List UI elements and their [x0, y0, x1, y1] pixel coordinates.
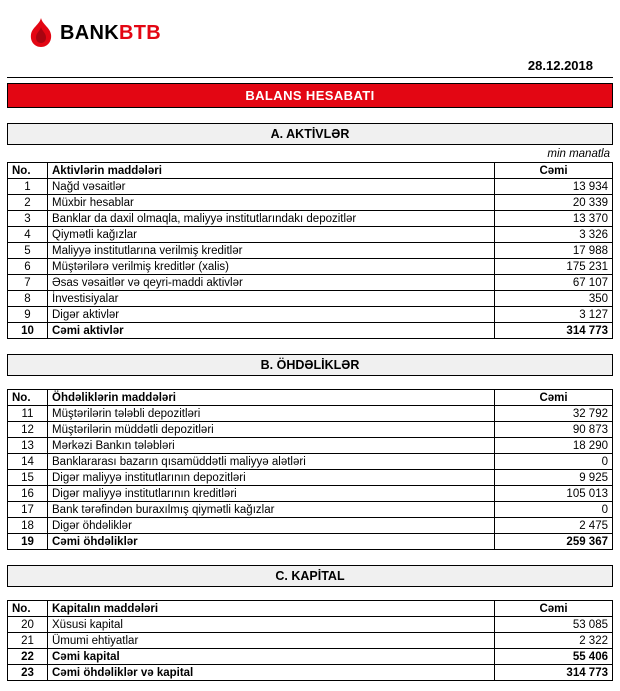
row-label: Banklararası bazarın qısamüddətli maliyyə alətləri: [48, 454, 495, 470]
row-no: 2: [8, 195, 48, 211]
table-row: [8, 617, 613, 633]
row-label: Banklar da daxil olmaqla, maliyyə institutlarındakı depozitlər: [48, 211, 495, 227]
row-no: 6: [8, 259, 48, 275]
table-row: [8, 438, 613, 454]
row-no: 1: [8, 179, 48, 195]
row-label: Maliyyə institutlarına verilmiş kreditlər: [48, 243, 495, 259]
logo-text-btb: BTB: [118, 22, 161, 44]
column-header-items: Öhdəliklərin maddələri: [48, 390, 495, 406]
row-value: 18 290: [495, 438, 613, 454]
row-value: 2 322: [495, 633, 613, 649]
row-value: 0: [495, 454, 613, 470]
row-label: İnvestisiyalar: [48, 291, 495, 307]
table-row: [8, 195, 613, 211]
row-no: 5: [8, 243, 48, 259]
row-value: 53 085: [495, 617, 613, 633]
row-label: Əsas vəsaitlər və qeyri-maddi aktivlər: [48, 275, 495, 291]
table-row: [8, 323, 613, 339]
table-row: [8, 307, 613, 323]
row-value: 3 326: [495, 227, 613, 243]
row-value: 67 107: [495, 275, 613, 291]
table-row: [8, 470, 613, 486]
unit-note: min manatla: [547, 148, 610, 160]
table-row: [8, 227, 613, 243]
row-value: 32 792: [495, 406, 613, 422]
column-header-no: No.: [8, 163, 48, 179]
row-no: 21: [8, 633, 48, 649]
row-label: Cəmi aktivlər: [48, 323, 495, 339]
row-label: Müxbir hesablar: [48, 195, 495, 211]
row-no: 10: [8, 323, 48, 339]
capital-table: [7, 600, 613, 681]
row-label: Müştərilərə verilmiş kreditlər (xalis): [48, 259, 495, 275]
logo-wordmark: [60, 23, 161, 43]
row-value: 20 339: [495, 195, 613, 211]
row-no: 11: [8, 406, 48, 422]
bank-logo: [29, 18, 161, 48]
column-header-total: Cəmi: [495, 601, 613, 617]
row-value: 13 934: [495, 179, 613, 195]
row-no: 3: [8, 211, 48, 227]
report-title: BALANS HESABATI: [245, 88, 375, 103]
row-value: 314 773: [495, 665, 613, 681]
table-row: [8, 534, 613, 550]
table-row: [8, 259, 613, 275]
liabilities-table: [7, 389, 613, 550]
row-label: Qiymətli kağızlar: [48, 227, 495, 243]
row-label: Müştərilərin tələbli depozitləri: [48, 406, 495, 422]
row-label: Nağd vəsaitlər: [48, 179, 495, 195]
logo-text-bank: BANK: [60, 22, 119, 44]
row-label: Cəmi öhdəliklər və kapital: [48, 665, 495, 681]
row-value: 55 406: [495, 649, 613, 665]
row-no: 18: [8, 518, 48, 534]
row-value: 175 231: [495, 259, 613, 275]
section-c-header: C. KAPİTAL: [7, 565, 613, 587]
row-label: Müştərilərin müddətli depozitləri: [48, 422, 495, 438]
row-value: 3 127: [495, 307, 613, 323]
report-date-row: [7, 56, 613, 78]
row-value: 9 925: [495, 470, 613, 486]
row-value: 314 773: [495, 323, 613, 339]
row-no: 16: [8, 486, 48, 502]
column-header-total: Cəmi: [495, 163, 613, 179]
column-header-no: No.: [8, 390, 48, 406]
table-row: [8, 518, 613, 534]
row-value: 259 367: [495, 534, 613, 550]
row-no: 14: [8, 454, 48, 470]
row-no: 12: [8, 422, 48, 438]
table-row: [8, 243, 613, 259]
row-no: 19: [8, 534, 48, 550]
table-row: [8, 486, 613, 502]
row-no: 7: [8, 275, 48, 291]
table-row: [8, 211, 613, 227]
row-no: 15: [8, 470, 48, 486]
liabilities-table-body: [8, 406, 613, 550]
row-label: Digər aktivlər: [48, 307, 495, 323]
report-date: 28.12.2018: [527, 58, 593, 73]
table-row: [8, 665, 613, 681]
row-value: 17 988: [495, 243, 613, 259]
row-value: 350: [495, 291, 613, 307]
table-row: [8, 275, 613, 291]
row-value: 2 475: [495, 518, 613, 534]
row-label: Digər maliyyə institutlarının kreditləri: [48, 486, 495, 502]
row-no: 20: [8, 617, 48, 633]
row-no: 13: [8, 438, 48, 454]
row-value: 105 013: [495, 486, 613, 502]
assets-table: [7, 162, 613, 339]
table-row: [8, 422, 613, 438]
column-header-items: Kapitalın maddələri: [48, 601, 495, 617]
column-header-no: No.: [8, 601, 48, 617]
header: [7, 10, 613, 56]
liabilities-table-header-row: [8, 390, 613, 406]
row-value: 13 370: [495, 211, 613, 227]
row-value: 90 873: [495, 422, 613, 438]
row-label: Digər öhdəliklər: [48, 518, 495, 534]
assets-table-header-row: [8, 163, 613, 179]
table-row: [8, 502, 613, 518]
row-no: 23: [8, 665, 48, 681]
report-title-banner: [7, 83, 613, 108]
assets-table-body: [8, 179, 613, 339]
row-label: Cəmi öhdəliklər: [48, 534, 495, 550]
row-label: Xüsusi kapital: [48, 617, 495, 633]
capital-table-header-row: [8, 601, 613, 617]
row-label: Ümumi ehtiyatlar: [48, 633, 495, 649]
table-row: [8, 406, 613, 422]
table-row: [8, 649, 613, 665]
table-row: [8, 633, 613, 649]
section-b-header: B. ÖHDƏLİKLƏR: [7, 354, 613, 376]
row-label: Cəmi kapital: [48, 649, 495, 665]
row-value: 0: [495, 502, 613, 518]
flame-icon: [29, 18, 53, 48]
row-no: 22: [8, 649, 48, 665]
section-a-header: A. AKTİVLƏR: [7, 123, 613, 145]
row-no: 17: [8, 502, 48, 518]
row-label: Mərkəzi Bankın tələbləri: [48, 438, 495, 454]
row-no: 4: [8, 227, 48, 243]
capital-table-body: [8, 617, 613, 681]
table-row: [8, 179, 613, 195]
column-header-items: Aktivlərin maddələri: [48, 163, 495, 179]
row-no: 9: [8, 307, 48, 323]
row-label: Digər maliyyə institutlarının depozitləri: [48, 470, 495, 486]
table-row: [8, 454, 613, 470]
column-header-total: Cəmi: [495, 390, 613, 406]
row-label: Bank tərəfindən buraxılmış qiymətli kağızlar: [48, 502, 495, 518]
table-row: [8, 291, 613, 307]
row-no: 8: [8, 291, 48, 307]
